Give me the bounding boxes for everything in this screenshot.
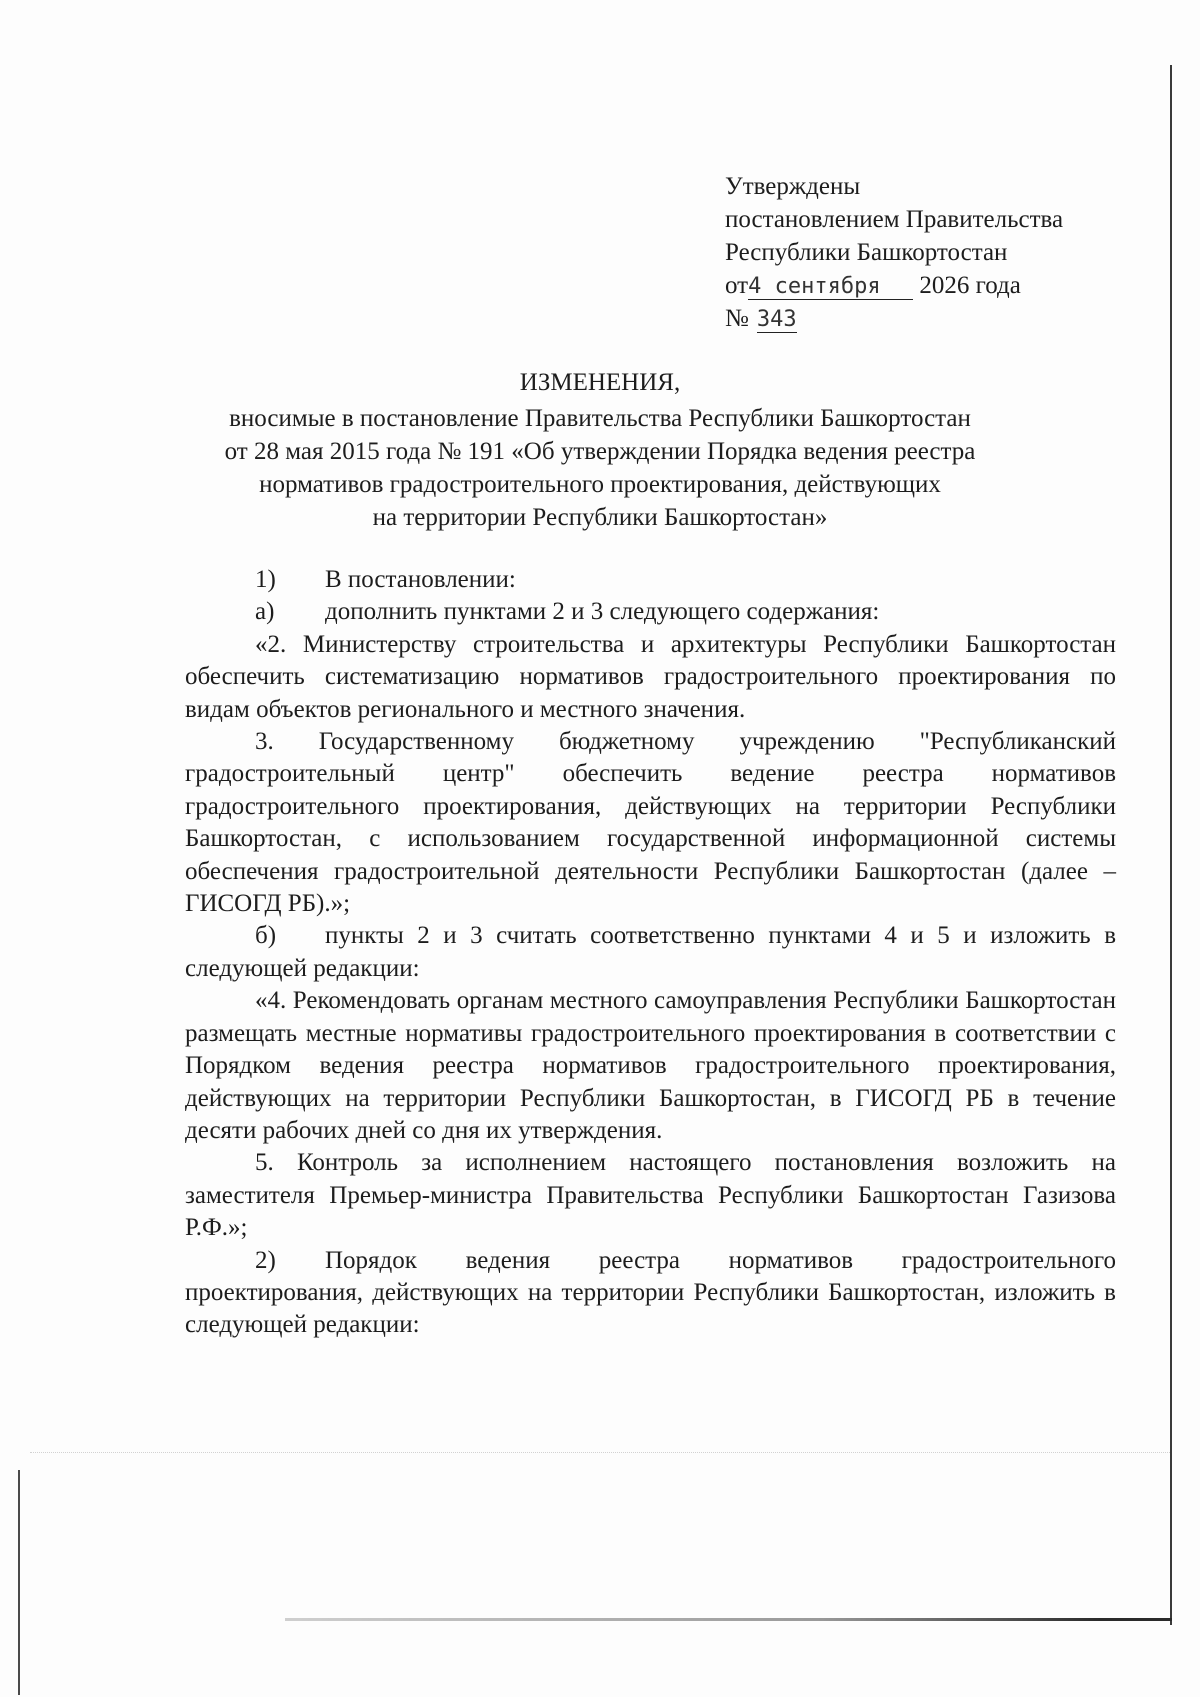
title-line-1: вносимые в постановление Правительства Республики Башкортостан: [229, 405, 971, 432]
item-1b: [185, 920, 1116, 985]
approval-date-handwritten: 4 сентября: [748, 274, 881, 299]
approval-number-prefix: №: [725, 305, 749, 332]
scan-edge-right: [1170, 65, 1172, 1625]
scan-edge-left: [18, 1470, 20, 1695]
approval-line-3: Республики Башкортостан: [725, 239, 1008, 266]
title-line-4: на территории Республики Башкортостан»: [372, 504, 828, 531]
paragraph-point-3: 3. Государственному бюджетному учреждению "Республиканский градостроительный центр" обеспечить ведение реестра нормативов градостроительного проектирования, действующих на территории Республики Башкортостан, с использованием государственной информационной системы обеспечения градостроительной деятельности Республики Башкортостан (далее – ГИСОГД РБ).»;: [185, 728, 1116, 918]
title-line-3: нормативов градостроительного проектирования, действующих: [259, 471, 941, 498]
approval-line-2: постановлением Правительства: [725, 206, 1064, 233]
paragraph-point-4: «4. Рекомендовать органам местного самоуправления Республики Башкортостан размещать местные нормативы градостроительного проектирования в соответствии с Порядком ведения реестра нормативов градостроительного проектирования, действующих на территории Республики Башкортостан, в ГИСОГД РБ в течение десяти рабочих дней со дня их утверждения.: [185, 987, 1116, 1144]
approval-number-blank: [757, 307, 797, 333]
paragraph-point-2: «2. Министерству строительства и архитектуры Республики Башкортостан обеспечить систематизацию нормативов градостроительного проектирования по видам объектов регионального и местного значения.: [185, 630, 1116, 723]
item-1a-text: дополнить пунктами 2 и 3 следующего содержания:: [325, 598, 880, 626]
item-1b-marker: б): [255, 922, 277, 950]
paragraph-point-5: 5. Контроль за исполнением настоящего постановления возложить на заместителя Премьер-министра Правительства Республики Башкортостан Газизова Р.Ф.»;: [185, 1149, 1116, 1242]
item-2: [185, 1245, 1116, 1342]
approval-line-1: Утверждены: [725, 173, 861, 200]
approval-date-blank: [748, 274, 913, 300]
approval-number-line: [725, 302, 1063, 335]
title-line-2: от 28 мая 2015 года № 191 «Об утверждении Порядка ведения реестра: [224, 438, 976, 465]
approval-number-handwritten: 343: [756, 307, 797, 332]
item-1-text: В постановлении:: [325, 566, 516, 593]
item-2-text: Порядок ведения реестра нормативов градостроительного проектирования, действующих на территории Республики Башкортостан, изложить в следующей редакции:: [185, 1246, 1116, 1339]
document-body: [185, 564, 1116, 1342]
title-heading: ИЗМЕНЕНИЯ,: [519, 369, 681, 396]
approval-stamp: [725, 170, 1063, 335]
item-2-marker: 2): [255, 1246, 276, 1274]
item-1: [185, 564, 1116, 596]
approval-date-suffix: 2026 года: [919, 272, 1021, 299]
approval-date-line: [725, 269, 1063, 302]
item-1b-text: пункты 2 и 3 считать соответственно пунктами 4 и 5 и изложить в следующей редакции:: [185, 922, 1116, 982]
document-title: [150, 366, 1050, 534]
item-1a: [185, 596, 1116, 628]
item-1a-marker: а): [255, 598, 275, 626]
approval-date-prefix: от: [725, 272, 749, 299]
scan-noise-line: [30, 1452, 1170, 1453]
item-1-marker: 1): [255, 566, 276, 593]
scan-bottom-edge: [285, 1618, 1172, 1621]
